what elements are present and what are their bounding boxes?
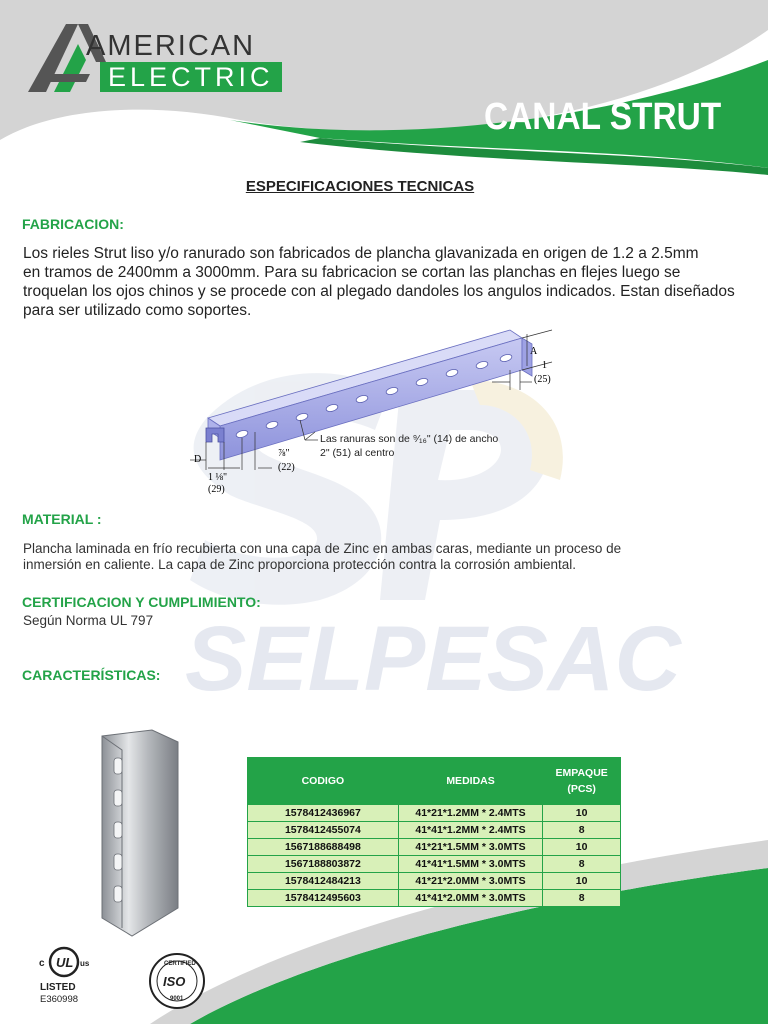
cell-empaque: 10 bbox=[543, 873, 621, 890]
cell-medidas: 41*41*1.2MM * 2.4MTS bbox=[398, 822, 542, 839]
section-title: ESPECIFICACIONES TECNICAS bbox=[245, 178, 475, 195]
fabricacion-line: troquelan los ojos chinos y se procede con al plegado dandoles los angulos indicados. Estan diseñados bbox=[23, 283, 735, 300]
material-paragraph bbox=[23, 541, 621, 573]
ul-number: E360998 bbox=[40, 994, 79, 1005]
cell-codigo: 1578412436967 bbox=[248, 805, 399, 822]
cell-medidas: 41*21*1.5MM * 3.0MTS bbox=[398, 839, 542, 856]
table-row bbox=[248, 839, 621, 856]
certificacion-heading: CERTIFICACION Y CUMPLIMIENTO: bbox=[22, 594, 261, 610]
diagram-note-line1: Las ranuras son de ⁹⁄₁₆" (14) de ancho bbox=[320, 433, 499, 445]
diagram-note-line2: 2" (51) al centro bbox=[320, 447, 395, 459]
cell-empaque: 10 bbox=[543, 839, 621, 856]
col-header-medidas: MEDIDAS bbox=[398, 758, 542, 805]
cell-medidas: 41*41*1.5MM * 3.0MTS bbox=[398, 856, 542, 873]
diagram-dim-1-1-8: 1 ⅛" bbox=[208, 472, 228, 483]
table-row bbox=[248, 805, 621, 822]
col-header-codigo: CODIGO bbox=[248, 758, 399, 805]
material-line: inmersión en caliente. La capa de Zinc proporciona protección contra la corrosión ambiental. bbox=[23, 557, 577, 572]
diagram-dim-7-8: ⅞" bbox=[278, 448, 290, 459]
svg-text:UL: UL bbox=[56, 955, 74, 970]
cell-empaque: 8 bbox=[543, 822, 621, 839]
svg-text:9001: 9001 bbox=[170, 996, 184, 1002]
table-row bbox=[248, 890, 621, 907]
cell-codigo: 1567188803872 bbox=[248, 856, 399, 873]
cell-medidas: 41*41*2.0MM * 3.0MTS bbox=[398, 890, 542, 907]
certificacion-text: Según Norma UL 797 bbox=[23, 613, 154, 628]
svg-text:us: us bbox=[80, 959, 90, 968]
material-line: Plancha laminada en frío recubierta con una capa de Zinc en ambas caras, mediante un proceso de bbox=[23, 541, 622, 556]
brand-line1: AMERICAN bbox=[86, 30, 256, 62]
brand-line2-box bbox=[100, 62, 282, 92]
diagram-label-a: A bbox=[530, 346, 538, 357]
ul-listed-label: LISTED bbox=[40, 982, 76, 993]
brand-line2: ELECTRIC bbox=[108, 62, 274, 92]
fabricacion-line: Los rieles Strut liso y/o ranurado son fabricados de plancha glavanizada en origen de 1.2 a 2.5mm bbox=[23, 245, 699, 262]
table-row bbox=[248, 873, 621, 890]
diagram-dim-29: (29) bbox=[208, 484, 225, 495]
col-header-empaque-line2: (PCS) bbox=[567, 783, 596, 795]
diagram-label-d: D bbox=[194, 454, 202, 465]
table-row bbox=[248, 822, 621, 839]
diagram-dim-22: (22) bbox=[278, 462, 295, 473]
svg-text:ISO: ISO bbox=[163, 974, 186, 989]
spec-table bbox=[247, 757, 621, 907]
table-row bbox=[248, 856, 621, 873]
fabricacion-line: en tramos de 2400mm a 3000mm. Para su fabricacion se cortan las planchas en flejes luego se bbox=[23, 264, 681, 281]
svg-text:CERTIFIED: CERTIFIED bbox=[164, 961, 196, 967]
fabricacion-heading: FABRICACION: bbox=[22, 216, 124, 232]
cell-empaque: 8 bbox=[543, 890, 621, 907]
strut-channel-photo bbox=[92, 728, 188, 938]
cell-medidas: 41*21*2.0MM * 3.0MTS bbox=[398, 873, 542, 890]
cell-medidas: 41*21*1.2MM * 2.4MTS bbox=[398, 805, 542, 822]
watermark-selpesac: SELPESAC bbox=[185, 608, 681, 710]
cell-codigo: 1567188688498 bbox=[248, 839, 399, 856]
ul-listed-icon bbox=[38, 944, 90, 984]
fabricacion-line: para ser utilizado como soportes. bbox=[23, 302, 252, 319]
cell-codigo: 1578412484213 bbox=[248, 873, 399, 890]
fabricacion-paragraph bbox=[23, 244, 735, 320]
iso-9001-seal-icon bbox=[148, 952, 206, 1010]
table-header-row bbox=[248, 758, 621, 805]
cell-codigo: 1578412495603 bbox=[248, 890, 399, 907]
cell-codigo: 1578412455074 bbox=[248, 822, 399, 839]
page-title: CANAL STRUT bbox=[484, 96, 722, 138]
col-header-empaque bbox=[543, 758, 621, 805]
diagram-dim-one: 1 bbox=[542, 360, 547, 371]
diagram-dim-25: (25) bbox=[534, 374, 551, 385]
svg-text:c: c bbox=[39, 958, 45, 969]
cell-empaque: 10 bbox=[543, 805, 621, 822]
strut-channel-diagram bbox=[180, 320, 580, 500]
col-header-empaque-line1: EMPAQUE bbox=[555, 767, 608, 779]
caracteristicas-heading: CARACTERÍSTICAS: bbox=[22, 667, 161, 683]
cell-empaque: 8 bbox=[543, 856, 621, 873]
material-heading: MATERIAL : bbox=[22, 511, 102, 527]
